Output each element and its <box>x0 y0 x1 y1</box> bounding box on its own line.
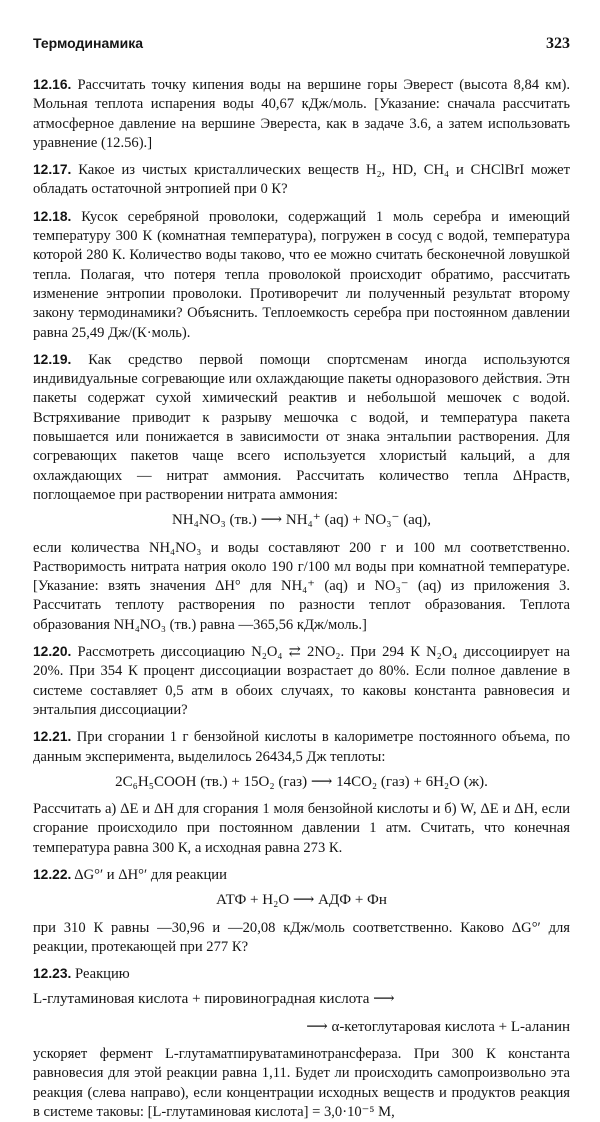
reaction-equation-line-1: L-глутаминовая кислота + пировиноградная кислота ⟶ <box>33 991 395 1008</box>
problem-text: Какое из чистых кристаллических веществ H₂, HD, CH₄ и CHClBrI может обладать остаточной энтропией при 0 К? <box>33 162 570 198</box>
problem-number: 12.18. <box>33 208 72 224</box>
problem-number: 12.17. <box>33 162 72 178</box>
problem-text: Реакцию <box>75 966 130 983</box>
reaction-equation: 2C₆H₅COOH (тв.) + 15O₂ (газ) ⟶ 14CO₂ (газ) + 6H₂O (ж). <box>115 773 488 790</box>
problem-number: 12.21. <box>33 729 72 745</box>
problem-12-20 <box>33 642 570 720</box>
problem-12-17 <box>33 160 570 200</box>
problem-12-16 <box>33 75 570 153</box>
chapter-title: Термодинамика <box>33 35 144 51</box>
problem-text: Рассчитать точку кипения воды на вершине горы Эверест (высота 8,84 км). Мольная теплота испарения воды 40,67 кДж/моль. [Указание: сначала рассчитать атмосферное давление на вершине Эвереста, как в задаче 3.6, а затем использовать уравнение (12.56).] <box>33 77 570 151</box>
problem-text-continued: если количества NH₄NO₃ и воды составляют 200 г и 100 мл соответственно. Растворимость нитрата натрия около 190 г/100 мл воды при комнатной температуре. [Указание: взять значения ΔH° для NH₄⁺ (aq) и NO₃⁻ (aq) из приложения 3. Рассчитать теплоту растворения по разности теплот образования. Теплота образования NH₄NO₃ (тв.) равна —365,56 кДж/моль.] <box>33 539 570 633</box>
problem-number: 12.23. <box>33 966 72 982</box>
problem-number: 12.20. <box>33 644 72 660</box>
problem-12-19 <box>33 350 570 635</box>
problem-text: Как средство первой помощи спортсменам иногда используются индивидуальные согревающие или охлаждающие пакеты одноразового действия. Этн пакеты содержат сухой химический реактив и небольшой мешочек с водой. Встряхивание приводит к разрыву мешочка с водой, и температура пакета повышается или понижается в зависимости от знака энтальпии растворения. Для согревающих пакетов чаще всего используется хлористый кальций, а для охлаждающих — нитрат аммония. Рассчитать количество тепла ΔHраств, поглощаемое при растворении нитрата аммония: <box>33 351 571 503</box>
problem-text: Кусок серебряной проволоки, содержащий 1 моль серебра и имеющий температуру 300 К (комнатная температура), погружен в сосуд с водой, температура которой 280 К. Количество воды таково, что ее можно считать бесконечной ловушкой тепла. Полагая, что потеря тепла проволокой происходит обратимо, рассчитать изменение энтропии проволоки. Противоречит ли полученный результат второму закону термодинамики? Объяснить. Теплоемкость серебра при постоянном давлении равна 25,49 Дж/(К·моль). <box>33 208 570 341</box>
problem-text-continued: при 310 К равны —30,96 и —20,08 кДж/моль соответственно. Каково ΔG°′ для реакции, протекающей при 277 К? <box>33 919 570 955</box>
problem-number: 12.19. <box>33 351 72 367</box>
problem-12-22 <box>33 865 570 957</box>
problem-text: Рассмотреть диссоциацию N₂O₄ ⇄ 2NO₂. При 294 К N₂O₄ диссоциирует на 20%. При 354 К процент диссоциации возрастает до 80%. Если полное давление в системе составляет 0,5 атм в обоих случаях, то каковы константа равновесия и энтальпия диссоциации? <box>33 644 570 718</box>
reaction-equation: АТФ + H₂O ⟶ АДФ + Фн <box>216 892 387 909</box>
problem-12-23 <box>33 964 570 1122</box>
page-header <box>33 34 570 60</box>
problem-number: 12.22. <box>33 866 72 882</box>
page-number: 323 <box>546 35 570 52</box>
problem-text-continued: Рассчитать а) ΔE и ΔH для сгорания 1 моля бензойной кислоты и б) W, ΔE и ΔH, если сгорание происходило при постоянном давлении 1 атм. Считать, что конечная температура равна 300 К, а исходная равна 273 К. <box>33 801 570 856</box>
reaction-equation: NH₄NO₃ (тв.) ⟶ NH₄⁺ (aq) + NO₃⁻ (aq), <box>171 512 432 529</box>
problem-text: ΔG°′ и ΔH°′ для реакции <box>74 866 227 883</box>
problem-12-21 <box>33 727 570 858</box>
problem-text: При сгорании 1 г бензойной кислоты в калориметре постоянного объема, по данным эксперимента, выделилось 26434,5 Дж теплоты: <box>33 729 570 765</box>
reaction-equation-line-2: ⟶ α-кетоглутаровая кислота + L-аланин <box>306 1018 570 1035</box>
problem-text-continued: ускоряет фермент L-глутаматпируватаминотрансфераза. При 300 К константа равновесия для этой реакции равна 1,11. Будет ли происходить самопроизвольно эта реакция (слева направо), если концентрации исходных веществ и продуктов реакция в системе таковы: [L-глутаминовая кислота] = 3,0·10⁻⁵ М, <box>33 1046 570 1120</box>
problem-12-18 <box>33 207 570 343</box>
problem-number: 12.16. <box>33 77 72 92</box>
